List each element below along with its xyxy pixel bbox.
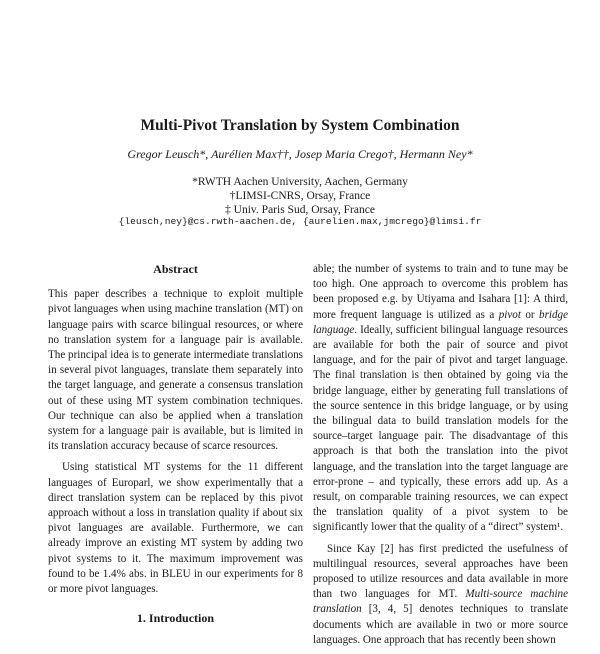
left-column — [48, 262, 303, 634]
author-emails: {leusch,ney}@cs.rwth-aachen.de, {aurelien.max,jmcrego}@limsi.fr — [118, 216, 482, 227]
paper-authors: Gregor Leusch*, Aurélien Max††, Josep Maria Crego†, Hermann Ney* — [127, 147, 473, 161]
affiliation-rwth: *RWTH Aachen University, Aachen, Germany — [192, 176, 408, 188]
right-paragraph-1: able; the number of systems to train and to tune may be too high. One approach to overcome this problem has been proposed e.g. by Utiyama and Isahara [1]: A third, more frequent language is utilized as a pivot or bridge language. Ideally, sufficient bilingual language resources are available for both the pair of source and pivot language, and for the pair of pivot and target language. The final translation is then obtained by going via the bridge language, either by generating full translations of the source sentence in this bridge language, or by using the bilingual data to build translation models for the source–target language pair. The disadvantage of this approach is that both the translation into the pivot language, and the translation into the target language are error-prone – and typically, these errors add up. As a result, on comparable training resources, we can expect the translation quality of a pivot system to be significantly lower that the quality of a “direct” system¹. — [313, 263, 568, 534]
right-column — [313, 262, 568, 654]
right-paragraph-2: Since Kay [2] has first predicted the usefulness of multilingual resources, several approaches have been proposed to utilize resources and data available in more than two languages for MT. Multi-source machine translation [3, 4, 5] denotes techniques to translate documents which are available in two or more source languages. One approach that has recently been shown — [313, 542, 568, 646]
introduction-heading: 1. Introduction — [136, 611, 215, 626]
abstract-heading: Abstract — [153, 262, 198, 276]
abstract-paragraph-1: This paper describes a technique to exploit multiple pivot languages when using machine translation (MT) on language pairs with scarce bilingual resources, or where no translation system for a language pair is available. The principal idea is to generate intermediate translations in several pivot languages, translate them separately into the target language, and generate a consensus translation out of these using MT system combination techniques. Our technique can also be applied when a translation system for a language pair is available, but is limited in its translation accuracy because of scarce resources. — [48, 288, 303, 453]
abstract-paragraph-2: Using statistical MT systems for the 11 different languages of Europarl, we show experimentally that a direct translation system can be replaced by this pivot approach without a loss in translation quality if about six pivot languages are available. Furthermore, we can already improve an existing MT system by adding two pivot systems to it. The maximum improvement was found to be 1.4% abs. in BLEU in our experiments for 8 or more pivot languages. — [48, 461, 303, 596]
affiliation-limsi: †LIMSI-CNRS, Orsay, France — [229, 190, 371, 202]
affiliation-paris-sud: ‡ Univ. Paris Sud, Orsay, France — [225, 204, 375, 216]
paper-title: Multi-Pivot Translation by System Combination — [140, 117, 460, 134]
